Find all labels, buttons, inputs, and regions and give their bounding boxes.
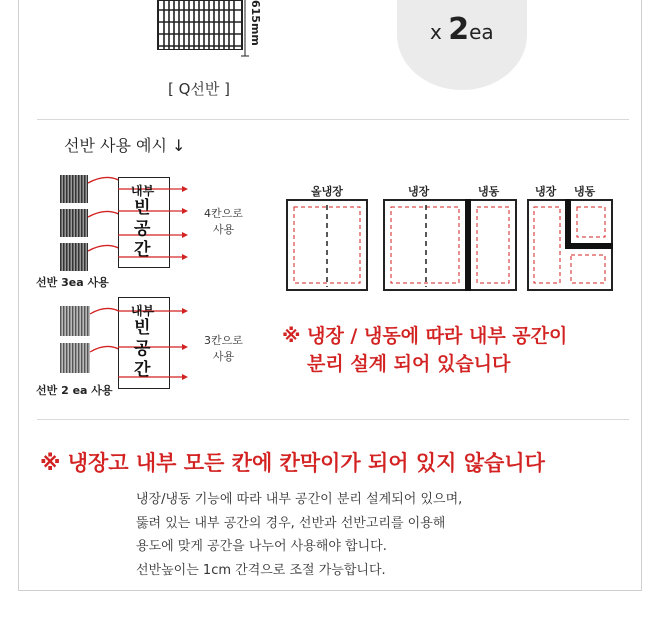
divider-bottom (37, 419, 629, 420)
quantity-number: 2 (448, 12, 470, 47)
fridge-split (527, 199, 613, 291)
diagram-a-char-1: 빈 (134, 198, 151, 218)
fridge-note: ※ 냉장 / 냉동에 따라 내부 공간이 분리 설계 되어 있습니다 (282, 325, 568, 375)
diagram-b-box-top: 내부 (131, 304, 155, 318)
diagram-b-side-text: 3칸으로 사용 (204, 334, 243, 363)
fridge-double (383, 199, 517, 291)
fridge-label-single: 올냉장 (311, 185, 343, 198)
shelf-label: [ Q선반 ] (168, 80, 231, 98)
diagram-a-use-text: 선반 3ea 사용 (36, 276, 109, 289)
quantity-unit: ea (469, 20, 494, 44)
diagram-a-char-3: 간 (134, 240, 151, 260)
divider-top (37, 119, 629, 120)
diagram-b-char-2: 공 (134, 339, 151, 359)
diagram-b-char-1: 빈 (134, 318, 151, 338)
diagram-b-use-text: 선반 2 ea 사용 (36, 384, 113, 397)
shelf-dimension: 615mm (249, 0, 262, 46)
example-title: 선반 사용 예시 ↓ (64, 136, 186, 155)
fridge-label-split-right: 냉동 (574, 185, 596, 198)
warning-title: ※ 냉장고 내부 모든 칸에 칸막이가 되어 있지 않습니다 (40, 451, 545, 475)
diagram-a-box-top: 내부 (131, 184, 155, 198)
shelf-image (157, 0, 243, 50)
fridge-label-double-right: 냉동 (478, 185, 500, 198)
diagram-a-side-text: 4칸으로 사용 (204, 207, 243, 236)
fridge-label-double-left: 냉장 (408, 185, 430, 198)
fridge-single (286, 199, 368, 291)
quantity-text: x 2ea (430, 12, 494, 47)
diagram-a-char-2: 공 (134, 219, 151, 239)
diagram-b-char-3: 간 (134, 360, 151, 380)
fridge-label-split-left: 냉장 (535, 185, 557, 198)
warning-body: 냉장/냉동 기능에 따라 내부 공간이 분리 설계되어 있으며, 뚫려 있는 내부 공간의 경우, 선반과 선반고리를 이용해 용도에 맞게 공간을 나누어 사용해야 합니다. 선반높이는 1cm 간격으로 조절 가능합니다. (136, 492, 463, 578)
